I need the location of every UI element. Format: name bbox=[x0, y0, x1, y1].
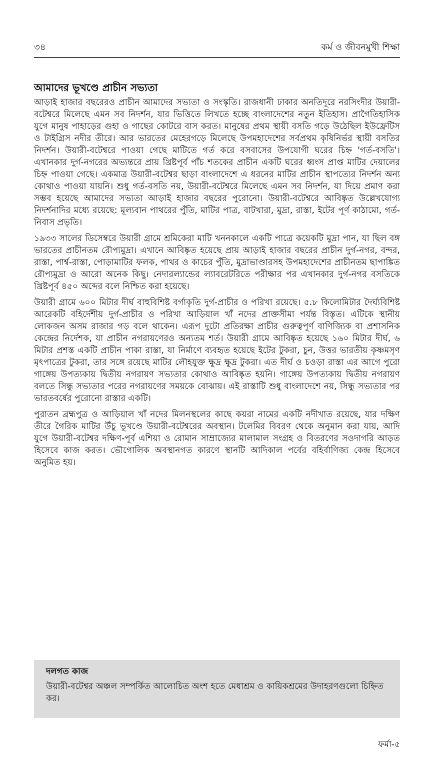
paragraph-3: উয়ারী গ্রামে ৬০০ মিটার দীর্ঘ বাহুবিশিষ্ট বর্গাকৃতি দুর্গ-প্রাচীর ও পরিখা রয়েছে। ৫.৮ কিলোমিটার দৈর্ঘ্যবিশিষ্ট আরেকটি বহির্দেশীয় দুর্গ-প্রাচীর ও পরিখা আড়িয়াল খাঁ নদের প্রাক্তসীমা পর্যন্ত বিস্তৃত। এটিকে স্থানীয় লোকজন অসম রাজার গড় বলে থাকেন। এরূপ দুটো প্রতিরক্ষা প্রাচীর গুরুত্বপূর্ণ বাণিজ্যিক বা প্রশাসনিক কেন্দ্রের নির্দেশক, যা প্রাচীন নগরায়ণেরও অন্যতম শর্ত। উয়ারী গ্রামে আবিষ্কৃত হয়েছে ১৬০ মিটার দীর্ঘ, ৬ মিটার প্রশস্ত একটি প্রাচীন পাকা রাস্তা, যা নির্মাণে ব্যবহৃত হয়েছে ইটের টুকরা, চুন, উত্তর ভারতীয় কৃষ্ণমসৃণ মৃৎপাত্রের টুকরা, তার সঙ্গে রয়েছে মাটির লৌহযুক্ত ক্ষুদ্র ক্ষুদ্র টুকরা। এত দীর্ঘ ও চওড়া রাস্তা এর আগে পুরো গাঙ্গেয় উপত্যকায় দ্বিতীয় নগরায়ণ সভ্যতার কোথাও আবিষ্কৃত হয়নি। গাঙ্গেয় উপত্যকায় দ্বিতীয় নগরায়ণ বলতে সিন্ধু সভ্যতার পরের নগরায়ণের সময়কে বোঝায়। এই রাস্তাটি শুধু বাংলাদেশে নয়, সিন্ধু সভ্যতার পর ভারতবর্ষের পুরোনো রাস্তার একটি। bbox=[34, 298, 400, 404]
paragraph-4: পুরাতন ব্রহ্মপুত্র ও আড়িয়াল খাঁ নদের মিলনস্থলের কাছে কয়রা নামের একটি নদীখাত রয়েছে, যার দক্ষিণ তীরে গৈরিক মাটির উঁচু ভূখণ্ডে উয়ারী-বটেশ্বরের অবস্থান। টলেমির বিবরণ থেকে অনুমান করা যায়, আদি যুগে উয়ারী-বটেশ্বর দক্ষিণ-পূর্ব এশিয়া ও রোমান সাম্রাজ্যের মালামাল সংগ্রহ ও বিতরণের সওদাগরি আড়ত হিসেবে কাজ করত। ভৌগোলিক অবস্থানগত কারণে স্থানটি আদিকাল পর্বের বহির্বাণিজ্য কেন্দ্র হিসেবে অনুমিত হয়। bbox=[34, 410, 400, 468]
page-header bbox=[34, 38, 400, 56]
paragraph-2: ১৯৩৩ সালের ডিসেম্বরে উয়ারী গ্রামে শ্রমিকেরা মাটি খননকালে একটি পাত্রে কয়েকটি মুদ্রা পান, যা ছিল বঙ্গ ভারতের প্রাচীনতম রৌপ্যমুদ্রা। এখানে আবিষ্কৃত হয়েছে প্রায় আড়াই হাজার বছরের প্রাচীন দুর্গ-নগর, বন্দর, রাস্তা, পার্শ্ব-রাস্তা, পোড়ামাটির ফলক, পাথর ও কাচের পুঁতি, মুদ্রাভাণ্ডারসহ উপমহাদেশের প্রাচীনতম ছাপাঙ্কিত রৌপ্যমুদ্রা ও আরো অনেক কিছু। নেদারল্যান্ডের ল্যাবরেটরিতে পরীক্ষার পর এখানকার দুর্গ-নগর বসতিকে খ্রিষ্টপূর্ব ৪৫০ অব্দের বলে নিশ্চিত করা হয়েছে। bbox=[34, 234, 400, 292]
section-title: আমাদের ভূখণ্ডে প্রাচীন সভ্যতা bbox=[34, 83, 158, 94]
body-text bbox=[34, 97, 400, 473]
group-task-box bbox=[34, 660, 400, 718]
footer-form-code: ফর্মা-৫ bbox=[378, 740, 400, 750]
group-task-text: উয়ারী-বটেশ্বর অঞ্চল সম্পর্কিত আলোচিত অংশ হতে মেধাশ্রম ও কায়িকশ্রমের উদাহরণগুলো চিহ্নিত কর। bbox=[46, 682, 384, 704]
header-divider bbox=[34, 57, 400, 58]
page-number: ৩৪ bbox=[34, 42, 46, 53]
group-task-title: দলগত কাজ bbox=[46, 667, 89, 677]
book-title: কর্ম ও জীবনমুখী শিক্ষা bbox=[321, 42, 400, 53]
paragraph-1: আড়াই হাজার বছরেরও প্রাচীন আমাদের সভ্যতা ও সংস্কৃতি। রাজধানী ঢাকার অনতিদূরে নরসিংদীর উয়ারী-বটেশ্বরে মিলেছে এমন সব নিদর্শন, যার ভিত্তিতে লিখতে হচ্ছে বাংলাদেশের নতুন ইতিহাস। প্রাগৈতিহাসিক যুগে মানুষ পাহাড়ের গুহা ও গাছের কোটরে বাস করত। মানুষের প্রথম স্থায়ী বসতি গড়ে উঠেছিল ইউফ্রেটিস ও টাইগ্রিস নদীর তীরে। আর ভারতের মেহেরগড়ে মিলেছে উপমহাদেশের সর্বপ্রথম কৃষিনির্ভর স্থায়ী বসতির নিদর্শন। উয়ারী-বটেশ্বরে পাওয়া গেছে মাটিতে গর্ত করে বসবাসের উপযোগী ঘরের চিহ্ন 'গর্ত-বসতি'। এখানকার দুর্গ-নগরের অভ্যন্তরে প্রায় খ্রিষ্টপূর্ব পাঁচ শতকের প্রাচীন একটি ঘরের ধ্বংস প্রাপ্ত মাটির দেয়ালের চিহ্ন পাওয়া গেছে। একমাত্র উয়ারী-বটেশ্বর ছাড়া বাংলাদেশে এ ধরনের মাটির প্রাচীন স্থাপত্যের নিদর্শন অন্য কোথাও পাওয়া যায়নি। শুধু গর্ত-বসতি নয়, উয়ারী-বটেশ্বরে মিলেছে এমন সব নিদর্শন, যা দিয়ে প্রমাণ করা সম্ভব হয়েছে আমাদের সভ্যতা আড়াই হাজার বছরের পুরোনো। উয়ারী-বটেশ্বরে আবিষ্কৃত উল্লেখযোগ্য নিদর্শনাদির মধ্যে রয়েছে: মূল্যবান পাথরের পুঁতি, মাটির পাত্র, বাটখারা, মুদ্রা, রাস্তা, ইটের পূর্ণ কাঠামো, গর্ত-নিবাস প্রভৃতি। bbox=[34, 98, 400, 228]
